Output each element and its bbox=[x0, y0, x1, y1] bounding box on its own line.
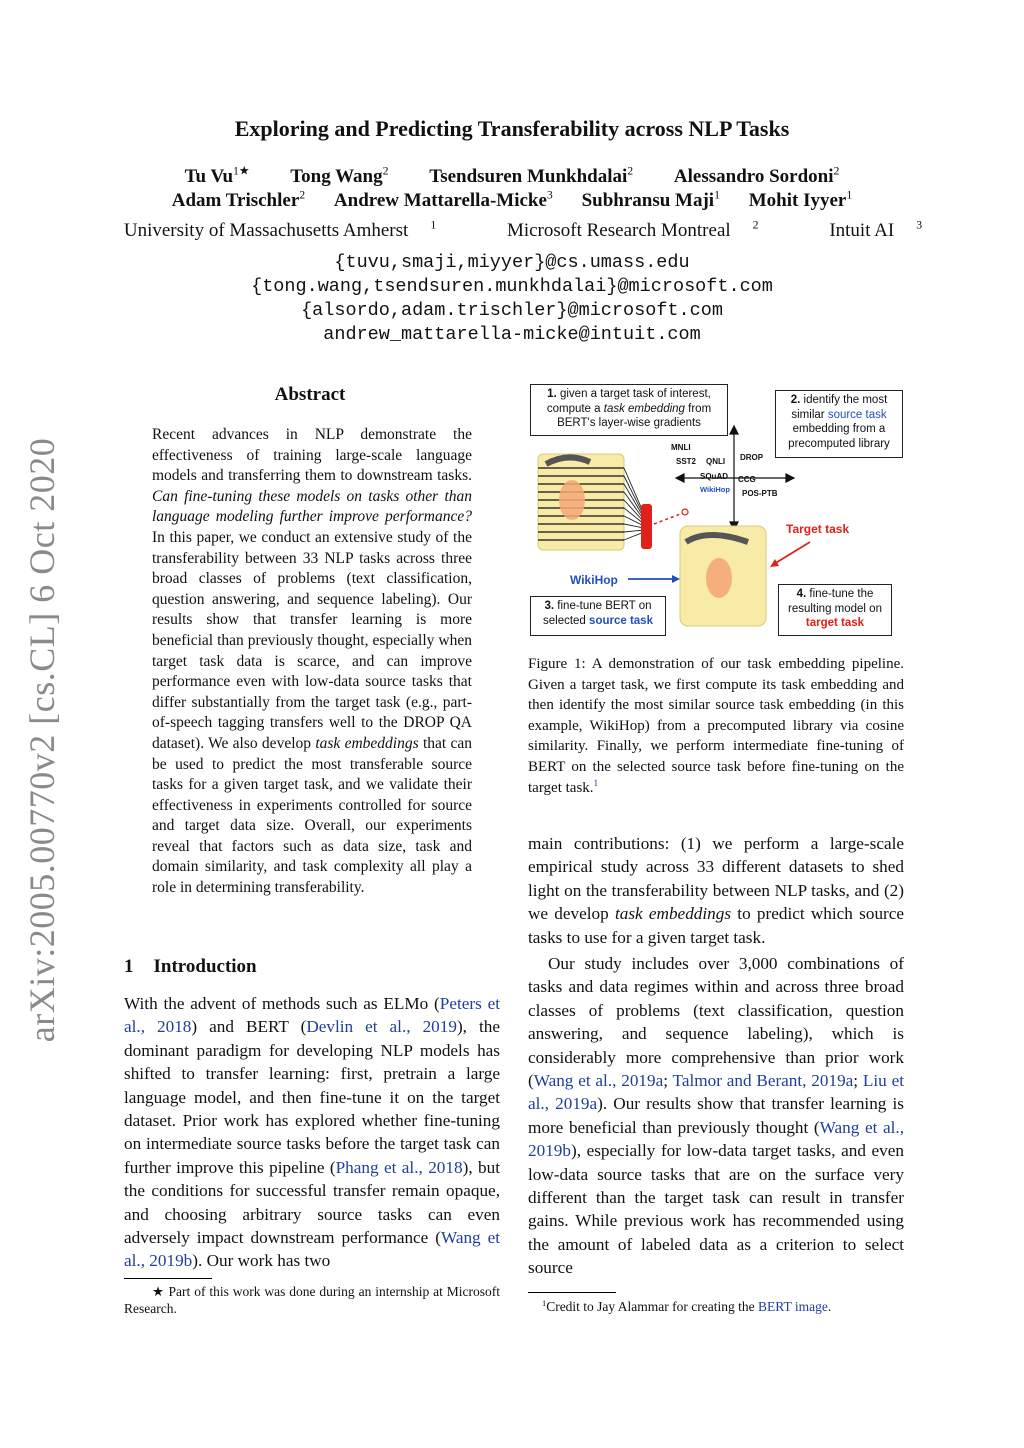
arxiv-id: arXiv:2005.00770v2 [cs.CL] 6 Oct 2020 bbox=[22, 437, 62, 1043]
paper-title: Exploring and Predicting Transferability across NLP Tasks bbox=[234, 116, 790, 141]
affiliation: Microsoft Research Montreal $^2$ bbox=[506, 218, 759, 241]
task-label: DROP bbox=[740, 453, 764, 462]
footnote-rule bbox=[124, 1278, 212, 1279]
step-2-box: 2. identify the most similar source task embedding from a precomputed library bbox=[775, 390, 903, 458]
citation-link[interactable]: Liu et al., 2019a bbox=[528, 1071, 904, 1114]
figure-1 bbox=[528, 382, 908, 640]
author: Tong Wang$^2$ bbox=[290, 164, 389, 187]
citation-link[interactable]: Talmor and Berant, 2019a bbox=[672, 1071, 854, 1091]
author: Andrew Mattarella-Micke$^3$ bbox=[333, 188, 553, 211]
abstract-heading: Abstract bbox=[274, 384, 346, 405]
task-label: WikiHop bbox=[700, 485, 730, 494]
abstract-body: Recent advances in NLP demonstrate the effectiveness of training large-scale language models and transferring them to downstream tasks. Can fine-tuning these models on tasks other than language modeling further improve performance? In this paper, we conduct an extensive study of the transferability between 33 NLP tasks across three broad classes of problems (text classification, question answering, and sequence labeling). Our results show that transfer learning is more beneficial than previously thought, especially when target task data is scarce, and can improve performance even with low-data source tasks that differ substantially from the target task (e.g., part-of-speech tagging transfers well to the DROP QA dataset). We also develop task embeddings that can be used to predict the most transferable source tasks for a given target task, and we validate their effectiveness in experiments controlled for source and target data size. Overall, our experiments reveal that factors such as data size, task and domain similarity, and task complexity all play a role in determining transferability. bbox=[152, 426, 473, 897]
bert-image-link[interactable]: BERT image bbox=[758, 1299, 828, 1314]
step-1-box: 1. given a target task of interest, compute a task embedding from BERT's layer-wise gradients bbox=[530, 384, 728, 436]
citation-link[interactable]: Wang et al., 2019b bbox=[124, 1228, 500, 1271]
target-task-label: Target task bbox=[786, 522, 850, 536]
email-line: {alsordo,adam.trischler}@microsoft.com bbox=[301, 300, 723, 321]
bert-right-image bbox=[680, 526, 766, 626]
authors-row-2 bbox=[0, 190, 1024, 212]
section-heading: 1 Introduction bbox=[124, 956, 257, 977]
target-arrow bbox=[774, 542, 810, 564]
task-label: QNLI bbox=[706, 457, 726, 466]
task-label: MNLI bbox=[671, 443, 691, 452]
wikihop-label: WikiHop bbox=[570, 573, 618, 587]
task-embedding-bar bbox=[641, 504, 652, 549]
citation-link[interactable]: Phang et al., 2018 bbox=[335, 1157, 463, 1177]
arxiv-stamp bbox=[12, 420, 72, 1060]
author: Tsendsuren Munkhdalai$^2$ bbox=[429, 164, 634, 187]
citation-link[interactable]: Devlin et al., 2019 bbox=[306, 1017, 457, 1037]
author: Tu $Vu^{1★}$ bbox=[184, 164, 250, 187]
bert-left-image bbox=[538, 454, 624, 550]
citation-link[interactable]: Wang et al., 2019b bbox=[528, 1117, 904, 1161]
footnote-rule bbox=[528, 1292, 616, 1293]
citation-link[interactable]: Peters et al., 2018 bbox=[124, 994, 500, 1037]
author: Adam Trischler$^2$ bbox=[171, 188, 306, 211]
intro-right-paragraph-2: Our study includes over 3,000 combinations of tasks and data regimes within and across three broad classes of problems (text classification, question answering, and sequence labeling), which is considerably more comprehensive than prior work (Wang et al., 2019a; Talmor and Berant, 2019a; Liu et al., 2019a). Our results show that transfer learning is more beneficial than previously thought (Wang et al., 2019b), especially for low-data target tasks, and even low-data source tasks that are on the surface very different than the target task can result in transfer gains. While previous work has recommended using the amount of labeled data as a criterion to select source bbox=[528, 954, 904, 1278]
email-line: {tuvu,smaji,miyyer}@cs.umass.edu bbox=[334, 252, 690, 273]
authors-row-1 bbox=[0, 166, 1024, 188]
affiliations bbox=[0, 220, 1024, 242]
intro-right-paragraph-1: main contributions: (1) we perform a large-scale empirical study across 33 different datasets to shed light on the transferability between NLP tasks, and (2) we develop task embeddings to predict which source tasks to use for a given target task. bbox=[528, 834, 905, 947]
intro-left-paragraph: With the advent of methods such as ELMo (Peters et al., 2018) and BERT (Devlin et al., 2019), the dominant paradigm for developing NLP models has shifted to transfer learning: first, pretrain a large language model, and then fine-tune it on the target dataset. Prior work has explored whether fine-tuning on intermediate source tasks before the target task can further improve this pipeline (Phang et al., 2018), but the conditions for successful transfer remain opaque, and choosing arbitrary source tasks can even adversely impact downstream performance (Wang et al., 2019b). Our work has two bbox=[124, 994, 500, 1271]
author: Mohit Iyyer$^1$ bbox=[748, 188, 853, 211]
footnote-1: $^1$Credit to Jay Alammar for creating the BERT image. bbox=[542, 1298, 832, 1314]
affiliation: University of Massachusetts Amherst $^1$ bbox=[123, 218, 437, 241]
step-3-box: 3. fine-tune BERT on selected source task bbox=[530, 596, 666, 636]
task-label: POS-PTB bbox=[742, 489, 778, 498]
affiliation: Intuit AI $^3$ bbox=[829, 218, 923, 241]
citation-link[interactable]: Wang et al., 2019a bbox=[533, 1071, 664, 1091]
footnote-star: ★ Part of this work was done during an internship at Microsoft Research. bbox=[124, 1284, 501, 1316]
author: Subhransu Maji$^1$ bbox=[581, 188, 720, 211]
similarity-link bbox=[654, 513, 683, 524]
step-4-box: 4. fine-tune the resulting model on target task bbox=[778, 584, 892, 636]
task-label: SST2 bbox=[676, 457, 697, 466]
email-line: andrew_mattarella-micke@intuit.com bbox=[323, 324, 701, 345]
email-line: {tong.wang,tsendsuren.munkhdalai}@microsoft.com bbox=[251, 276, 773, 297]
figure-caption: Figure 1: A demonstration of our task embedding pipeline. Given a target task, we first compute its task embedding and then identify the most similar source task embedding (in this example, WikiHop) from a precomputed library via cosine similarity. Finally, we perform intermediate fine-tuning of BERT on the selected source task before fine-tuning on the target task.$^1$ bbox=[528, 656, 904, 796]
author: Alessandro Sordoni$^2$ bbox=[673, 164, 840, 187]
task-label: SQuAD bbox=[700, 472, 728, 481]
task-label: CCG bbox=[738, 475, 756, 484]
